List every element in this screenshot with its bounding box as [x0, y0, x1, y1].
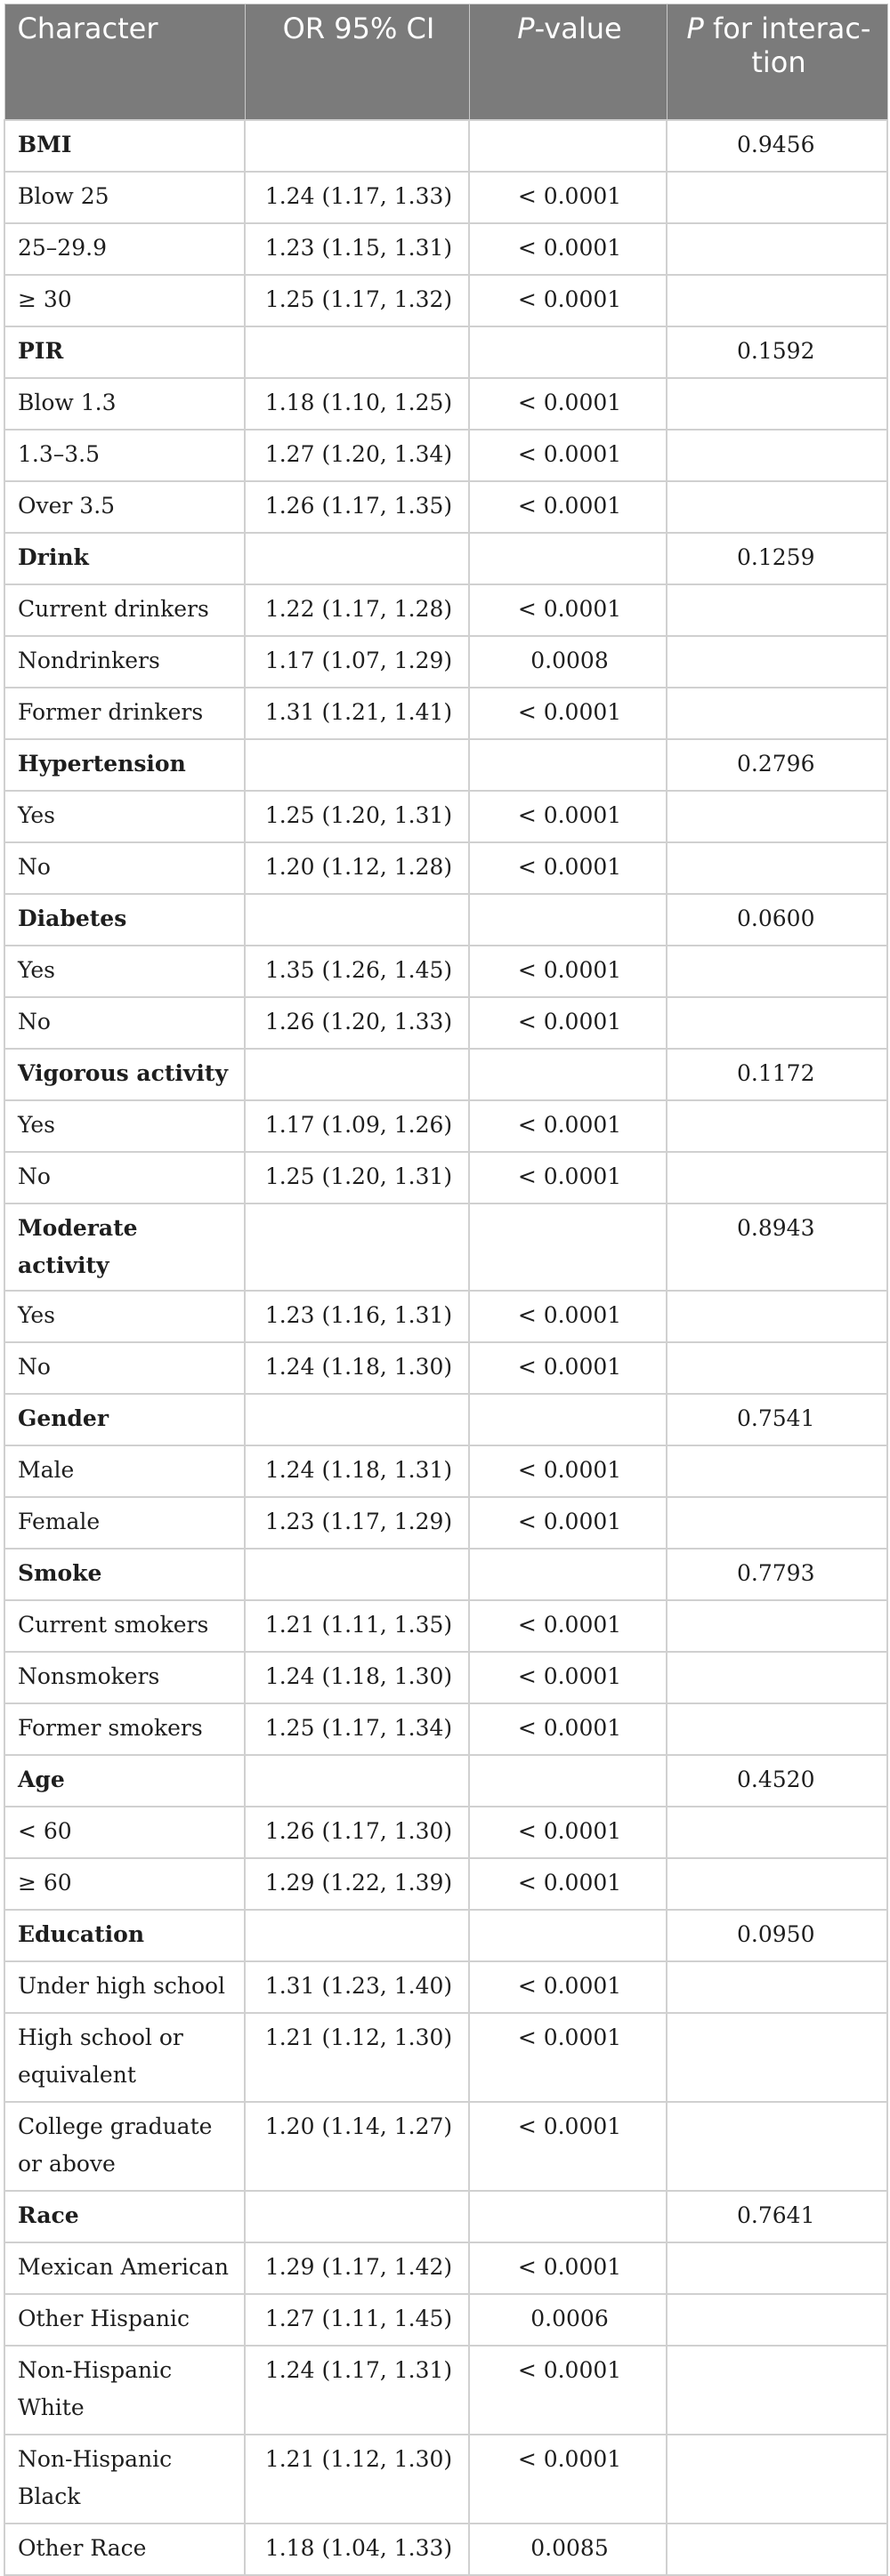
- cell-p-interaction: [667, 1152, 887, 1203]
- cell-p-value: [469, 326, 667, 378]
- cell-p-interaction: [667, 2435, 887, 2524]
- cell-p-interaction: [667, 997, 887, 1049]
- table-row: [4, 688, 887, 739]
- cell-p-value: < 0.0001: [469, 1807, 667, 1858]
- header-p-value: [469, 4, 667, 120]
- cell-p-value: < 0.0001: [469, 2013, 667, 2102]
- cell-p-interaction: 0.8943: [667, 1203, 887, 1291]
- cell-character: Former drinkers: [4, 688, 245, 739]
- cell-p-value: < 0.0001: [469, 997, 667, 1049]
- cell-character: Current drinkers: [4, 584, 245, 636]
- table-row: [4, 1100, 887, 1152]
- cell-character: Age: [4, 1755, 245, 1807]
- cell-or-ci: 1.26 (1.17, 1.35): [245, 481, 469, 533]
- table-row-group: [4, 326, 887, 378]
- cell-character: Mexican American: [4, 2242, 245, 2294]
- table-row: [4, 1652, 887, 1703]
- cell-p-value: 0.0085: [469, 2524, 667, 2575]
- cell-or-ci: 1.20 (1.14, 1.27): [245, 2102, 469, 2191]
- cell-or-ci: 1.21 (1.12, 1.30): [245, 2013, 469, 2102]
- cell-p-value: [469, 1910, 667, 1961]
- cell-or-ci: 1.27 (1.20, 1.34): [245, 430, 469, 481]
- cell-p-value: < 0.0001: [469, 791, 667, 842]
- cell-character: Non-Hispanic White: [4, 2346, 245, 2435]
- cell-or-ci: 1.29 (1.17, 1.42): [245, 2242, 469, 2294]
- cell-or-ci: 1.27 (1.11, 1.45): [245, 2294, 469, 2346]
- cell-p-value: < 0.0001: [469, 842, 667, 894]
- cell-or-ci: 1.24 (1.18, 1.31): [245, 1445, 469, 1497]
- cell-or-ci: [245, 1049, 469, 1100]
- cell-p-value: < 0.0001: [469, 275, 667, 326]
- cell-or-ci: [245, 1910, 469, 1961]
- cell-or-ci: [245, 1203, 469, 1291]
- cell-p-value: [469, 1203, 667, 1291]
- table-header: [4, 4, 887, 120]
- table-row-group: [4, 739, 887, 791]
- cell-p-value: [469, 1049, 667, 1100]
- cell-character: Under high school: [4, 1961, 245, 2013]
- cell-p-value: < 0.0001: [469, 2435, 667, 2524]
- table-body: [4, 120, 887, 2575]
- cell-or-ci: 1.31 (1.21, 1.41): [245, 688, 469, 739]
- cell-or-ci: [245, 1549, 469, 1600]
- table-row-group: [4, 1394, 887, 1445]
- cell-p-interaction: [667, 1703, 887, 1755]
- cell-p-interaction: [667, 1445, 887, 1497]
- table-row: [4, 172, 887, 223]
- cell-or-ci: 1.17 (1.09, 1.26): [245, 1100, 469, 1152]
- cell-p-interaction: [667, 2102, 887, 2191]
- cell-or-ci: 1.21 (1.11, 1.35): [245, 1600, 469, 1652]
- cell-p-interaction: 0.7793: [667, 1549, 887, 1600]
- cell-or-ci: 1.23 (1.15, 1.31): [245, 223, 469, 275]
- header-p-interaction-rest: for interac-tion: [703, 12, 871, 79]
- table-row: [4, 1342, 887, 1394]
- cell-p-interaction: [667, 636, 887, 688]
- cell-p-interaction: [667, 2013, 887, 2102]
- cell-or-ci: [245, 1394, 469, 1445]
- cell-p-interaction: [667, 688, 887, 739]
- subgroup-analysis-table: [4, 4, 888, 2576]
- cell-or-ci: 1.18 (1.10, 1.25): [245, 378, 469, 430]
- cell-character: Diabetes: [4, 894, 245, 946]
- cell-p-interaction: [667, 481, 887, 533]
- header-row: [4, 4, 887, 120]
- cell-character: Yes: [4, 1291, 245, 1342]
- cell-character: Smoke: [4, 1549, 245, 1600]
- cell-p-value: < 0.0001: [469, 1445, 667, 1497]
- cell-p-interaction: [667, 378, 887, 430]
- table-row: [4, 1858, 887, 1910]
- header-p-value-rest: -value: [534, 12, 622, 45]
- table-row: [4, 2346, 887, 2435]
- cell-p-value: [469, 533, 667, 584]
- table-row: [4, 275, 887, 326]
- cell-p-interaction: 0.7541: [667, 1394, 887, 1445]
- cell-p-interaction: [667, 2242, 887, 2294]
- table-row: [4, 946, 887, 997]
- table-row-group: [4, 1203, 887, 1291]
- cell-p-interaction: [667, 1291, 887, 1342]
- cell-p-value: < 0.0001: [469, 1100, 667, 1152]
- cell-character: Current smokers: [4, 1600, 245, 1652]
- cell-p-value: 0.0008: [469, 636, 667, 688]
- cell-p-value: [469, 739, 667, 791]
- cell-or-ci: 1.29 (1.22, 1.39): [245, 1858, 469, 1910]
- cell-or-ci: 1.24 (1.17, 1.31): [245, 2346, 469, 2435]
- table-row: [4, 223, 887, 275]
- header-p-interaction: [667, 4, 887, 120]
- table-row-group: [4, 1910, 887, 1961]
- cell-p-interaction: 0.1592: [667, 326, 887, 378]
- cell-or-ci: 1.35 (1.26, 1.45): [245, 946, 469, 997]
- cell-or-ci: 1.24 (1.18, 1.30): [245, 1342, 469, 1394]
- cell-p-interaction: [667, 223, 887, 275]
- cell-p-interaction: [667, 172, 887, 223]
- cell-p-interaction: [667, 1652, 887, 1703]
- table-row: [4, 997, 887, 1049]
- cell-p-value: < 0.0001: [469, 378, 667, 430]
- cell-character: ≥ 30: [4, 275, 245, 326]
- cell-p-interaction: [667, 1961, 887, 2013]
- cell-p-value: < 0.0001: [469, 172, 667, 223]
- table-row: [4, 2013, 887, 2102]
- cell-p-value: [469, 894, 667, 946]
- cell-character: Over 3.5: [4, 481, 245, 533]
- table-row: [4, 481, 887, 533]
- cell-character: Nonsmokers: [4, 1652, 245, 1703]
- cell-or-ci: 1.31 (1.23, 1.40): [245, 1961, 469, 2013]
- cell-character: No: [4, 1152, 245, 1203]
- cell-character: Yes: [4, 946, 245, 997]
- cell-character: Drink: [4, 533, 245, 584]
- cell-or-ci: 1.25 (1.20, 1.31): [245, 1152, 469, 1203]
- cell-p-interaction: [667, 2294, 887, 2346]
- cell-p-interaction: [667, 946, 887, 997]
- cell-p-value: < 0.0001: [469, 2346, 667, 2435]
- cell-or-ci: 1.17 (1.07, 1.29): [245, 636, 469, 688]
- cell-p-value: 0.0006: [469, 2294, 667, 2346]
- table-row: [4, 1600, 887, 1652]
- cell-or-ci: 1.24 (1.17, 1.33): [245, 172, 469, 223]
- table-row-group: [4, 120, 887, 172]
- table-row: [4, 378, 887, 430]
- table-row: [4, 1703, 887, 1755]
- cell-p-interaction: [667, 275, 887, 326]
- cell-or-ci: [245, 120, 469, 172]
- cell-p-value: < 0.0001: [469, 1961, 667, 2013]
- table-row: [4, 1497, 887, 1549]
- cell-character: Race: [4, 2191, 245, 2242]
- cell-character: Other Race: [4, 2524, 245, 2575]
- table-row: [4, 2524, 887, 2575]
- table-row: [4, 2102, 887, 2191]
- table-row-group: [4, 1549, 887, 1600]
- cell-p-interaction: 0.1172: [667, 1049, 887, 1100]
- cell-or-ci: 1.21 (1.12, 1.30): [245, 2435, 469, 2524]
- cell-p-interaction: 0.9456: [667, 120, 887, 172]
- cell-character: Moderate activity: [4, 1203, 245, 1291]
- table-row: [4, 1291, 887, 1342]
- header-p-interaction-italic: P: [686, 12, 704, 45]
- cell-p-value: < 0.0001: [469, 430, 667, 481]
- cell-character: Vigorous activity: [4, 1049, 245, 1100]
- cell-p-interaction: [667, 1807, 887, 1858]
- table-row-group: [4, 1049, 887, 1100]
- cell-or-ci: 1.25 (1.17, 1.32): [245, 275, 469, 326]
- cell-p-value: < 0.0001: [469, 1342, 667, 1394]
- table-row-group: [4, 2191, 887, 2242]
- cell-p-value: < 0.0001: [469, 1858, 667, 1910]
- cell-p-interaction: 0.0600: [667, 894, 887, 946]
- table-row: [4, 791, 887, 842]
- header-character: Character: [4, 4, 245, 120]
- cell-character: Female: [4, 1497, 245, 1549]
- cell-p-value: < 0.0001: [469, 1291, 667, 1342]
- cell-p-value: [469, 1549, 667, 1600]
- cell-or-ci: 1.25 (1.17, 1.34): [245, 1703, 469, 1755]
- cell-or-ci: [245, 2191, 469, 2242]
- cell-or-ci: [245, 326, 469, 378]
- cell-p-value: [469, 120, 667, 172]
- cell-p-value: < 0.0001: [469, 481, 667, 533]
- cell-character: High school or equivalent: [4, 2013, 245, 2102]
- cell-or-ci: [245, 739, 469, 791]
- table-row: [4, 1152, 887, 1203]
- table-row: [4, 636, 887, 688]
- cell-character: Non-Hispanic Black: [4, 2435, 245, 2524]
- table-row-group: [4, 894, 887, 946]
- cell-p-interaction: 0.4520: [667, 1755, 887, 1807]
- cell-p-value: < 0.0001: [469, 584, 667, 636]
- cell-or-ci: 1.23 (1.17, 1.29): [245, 1497, 469, 1549]
- cell-p-interaction: [667, 430, 887, 481]
- cell-p-value: < 0.0001: [469, 2102, 667, 2191]
- table-row: [4, 1445, 887, 1497]
- cell-p-interaction: 0.2796: [667, 739, 887, 791]
- cell-or-ci: 1.20 (1.12, 1.28): [245, 842, 469, 894]
- table-row: [4, 842, 887, 894]
- cell-p-value: < 0.0001: [469, 223, 667, 275]
- cell-p-value: < 0.0001: [469, 1600, 667, 1652]
- cell-p-interaction: [667, 2346, 887, 2435]
- table-row-group: [4, 533, 887, 584]
- cell-p-interaction: [667, 1100, 887, 1152]
- cell-character: Education: [4, 1910, 245, 1961]
- cell-character: 25–29.9: [4, 223, 245, 275]
- cell-character: Yes: [4, 791, 245, 842]
- table-row: [4, 1807, 887, 1858]
- table-row-group: [4, 1755, 887, 1807]
- cell-p-interaction: [667, 2524, 887, 2575]
- cell-p-value: < 0.0001: [469, 946, 667, 997]
- cell-or-ci: 1.26 (1.17, 1.30): [245, 1807, 469, 1858]
- cell-character: Male: [4, 1445, 245, 1497]
- cell-p-interaction: [667, 791, 887, 842]
- cell-character: Blow 25: [4, 172, 245, 223]
- cell-p-interaction: [667, 842, 887, 894]
- cell-p-value: [469, 1394, 667, 1445]
- table-row: [4, 2294, 887, 2346]
- cell-character: Former smokers: [4, 1703, 245, 1755]
- cell-p-value: < 0.0001: [469, 688, 667, 739]
- cell-character: Gender: [4, 1394, 245, 1445]
- cell-p-value: < 0.0001: [469, 2242, 667, 2294]
- cell-character: College graduate or above: [4, 2102, 245, 2191]
- cell-p-value: [469, 1755, 667, 1807]
- cell-p-interaction: [667, 1342, 887, 1394]
- cell-p-value: < 0.0001: [469, 1152, 667, 1203]
- cell-or-ci: [245, 894, 469, 946]
- cell-character: No: [4, 842, 245, 894]
- cell-p-interaction: 0.1259: [667, 533, 887, 584]
- cell-character: Hypertension: [4, 739, 245, 791]
- cell-character: BMI: [4, 120, 245, 172]
- cell-p-interaction: [667, 1858, 887, 1910]
- cell-p-value: < 0.0001: [469, 1652, 667, 1703]
- cell-or-ci: 1.22 (1.17, 1.28): [245, 584, 469, 636]
- cell-character: Other Hispanic: [4, 2294, 245, 2346]
- cell-or-ci: [245, 1755, 469, 1807]
- cell-p-interaction: [667, 1600, 887, 1652]
- table-row: [4, 1961, 887, 2013]
- cell-or-ci: 1.24 (1.18, 1.30): [245, 1652, 469, 1703]
- table-row: [4, 2435, 887, 2524]
- cell-p-value: < 0.0001: [469, 1497, 667, 1549]
- table-row: [4, 584, 887, 636]
- cell-character: No: [4, 997, 245, 1049]
- cell-character: ≥ 60: [4, 1858, 245, 1910]
- cell-or-ci: [245, 533, 469, 584]
- header-p-value-italic: P: [517, 12, 535, 45]
- cell-character: Yes: [4, 1100, 245, 1152]
- cell-p-value: < 0.0001: [469, 1703, 667, 1755]
- cell-character: 1.3–3.5: [4, 430, 245, 481]
- cell-p-value: [469, 2191, 667, 2242]
- cell-or-ci: 1.26 (1.20, 1.33): [245, 997, 469, 1049]
- cell-p-interaction: [667, 584, 887, 636]
- cell-p-interaction: 0.0950: [667, 1910, 887, 1961]
- cell-character: PIR: [4, 326, 245, 378]
- cell-or-ci: 1.18 (1.04, 1.33): [245, 2524, 469, 2575]
- cell-or-ci: 1.23 (1.16, 1.31): [245, 1291, 469, 1342]
- cell-character: Nondrinkers: [4, 636, 245, 688]
- cell-p-interaction: [667, 1497, 887, 1549]
- cell-character: < 60: [4, 1807, 245, 1858]
- header-or-ci: OR 95% CI: [245, 4, 469, 120]
- cell-or-ci: 1.25 (1.20, 1.31): [245, 791, 469, 842]
- cell-character: No: [4, 1342, 245, 1394]
- cell-p-interaction: 0.7641: [667, 2191, 887, 2242]
- table-row: [4, 430, 887, 481]
- table-row: [4, 2242, 887, 2294]
- cell-character: Blow 1.3: [4, 378, 245, 430]
